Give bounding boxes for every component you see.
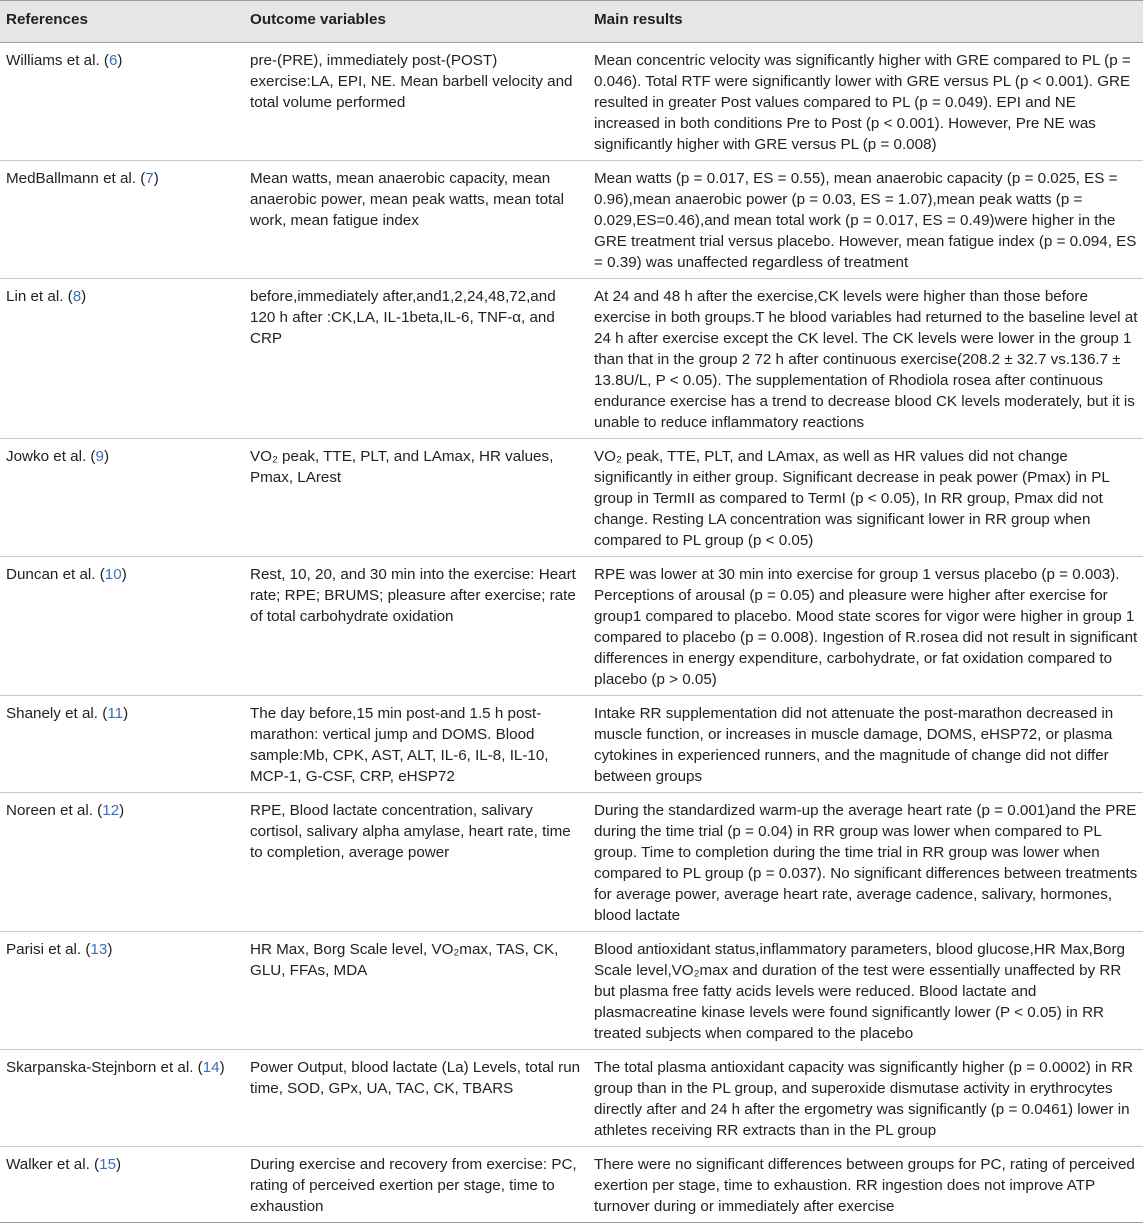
outcome-cell: before,immediately after,and1,2,24,48,72,and 120 h after :CK,LA, IL-1beta,IL-6, TNF-α, and CRP: [244, 279, 588, 439]
reference-close: ): [219, 1059, 225, 1076]
outcome-cell: VO₂ peak, TTE, PLT, and LAmax, HR values, Pmax, LArest: [244, 439, 588, 557]
reference-close: ): [103, 448, 109, 465]
table-row: [0, 932, 1143, 1050]
table-row: [0, 43, 1143, 161]
author-text: Williams et al. (: [6, 52, 109, 69]
results-cell: During the standardized warm-up the average heart rate (p = 0.001)and the PRE during the time trial (p = 0.04) in RR group was lower when compared to PL group. Time to completion during the time trial in RR group was lower when compared to PL group (p = 0.037). No significant differences between treatments for average power, average heart rate, average cadence, salivary, hormones, blood lactate: [588, 793, 1143, 932]
reference-cell: [0, 932, 244, 1050]
header-outcome-variables: Outcome variables: [244, 1, 588, 43]
author-text: Duncan et al. (: [6, 566, 105, 583]
reference-cell: [0, 1147, 244, 1223]
outcome-cell: HR Max, Borg Scale level, VO₂max, TAS, CK, GLU, FFAs, MDA: [244, 932, 588, 1050]
outcome-cell: RPE, Blood lactate concentration, salivary cortisol, salivary alpha amylase, heart rate, time to completion, average power: [244, 793, 588, 932]
table-row: [0, 161, 1143, 279]
table-row: [0, 696, 1143, 793]
reference-cell: [0, 793, 244, 932]
results-cell: VO₂ peak, TTE, PLT, and LAmax, as well as HR values did not change significantly in either group. Significant decrease in peak power (Pmax) in PL group in TermII as compared to TermI (p < 0.05), In RR group, Pmax did not change. Resting LA concentration was significant lower in RR group when compared to PL group (p < 0.05): [588, 439, 1143, 557]
reference-link[interactable]: 14: [202, 1059, 220, 1076]
table-row: [0, 279, 1143, 439]
author-text: Jowko et al. (: [6, 448, 96, 465]
results-cell: There were no significant differences between groups for PC, rating of perceived exertion per stage, time to exhaustion. RR ingestion does not improve ATP turnover during or immediately after exercise: [588, 1147, 1143, 1223]
reference-link[interactable]: 8: [72, 288, 82, 305]
reference-cell: [0, 696, 244, 793]
reference-link[interactable]: 10: [104, 566, 122, 583]
reference-link[interactable]: 7: [145, 170, 154, 187]
reference-close: ): [117, 52, 123, 69]
reference-close: ): [116, 1156, 122, 1173]
results-cell: The total plasma antioxidant capacity was significantly higher (p = 0.0002) in RR group than in the PL group, and superoxide dismutase activity in erythrocytes directly after and 24 h after the ergometry was significantly (p = 0.0461) lower in athletes receiving RR extracts than in the PL group: [588, 1050, 1143, 1147]
results-cell: Blood antioxidant status,inflammatory parameters, blood glucose,HR Max,Borg Scale level,VO₂max and duration of the test were essentially unaffected by RR but plasma free fatty acids levels were reduced. Blood lactate and plasmacreatine kinase levels were found significantly lower (P < 0.05) in RR treated subjects when compared to the placebo: [588, 932, 1143, 1050]
reference-link[interactable]: 12: [102, 802, 120, 819]
results-cell: Intake RR supplementation did not attenuate the post-marathon decreased in muscle function, or increases in muscle damage, DOMS, eHSP72, or plasma cytokines in experienced runners, and the magnitude of change did not differ between groups: [588, 696, 1143, 793]
reference-cell: [0, 1050, 244, 1147]
author-text: MedBallmann et al. (: [6, 170, 146, 187]
table-row: [0, 1050, 1143, 1147]
results-cell: RPE was lower at 30 min into exercise for group 1 versus placebo (p = 0.003). Perceptions of arousal (p = 0.05) and pleasure were higher after exercise for group1 compared to placebo. Mood state scores for vigor were higher in group 1 compared to placebo (p = 0.008). Ingestion of R.rosea did not result in significant differences in energy expenditure, carbohydrate, or fat oxidation compared to placebo (p > 0.05): [588, 557, 1143, 696]
author-text: Parisi et al. (: [6, 941, 91, 958]
reference-cell: [0, 557, 244, 696]
table-row: [0, 557, 1143, 696]
reference-link[interactable]: 15: [99, 1156, 117, 1173]
reference-link[interactable]: 11: [107, 705, 124, 722]
reference-close: ): [123, 705, 129, 722]
outcome-cell: During exercise and recovery from exercise: PC, rating of perceived exertion per stage, time to exhaustion: [244, 1147, 588, 1223]
reference-link[interactable]: 9: [95, 448, 104, 465]
author-text: Shanely et al. (: [6, 705, 108, 722]
table-row: [0, 439, 1143, 557]
results-cell: Mean watts (p = 0.017, ES = 0.55), mean anaerobic capacity (p = 0.025, ES = 0.96),mean anaerobic power (p = 0.03, ES = 1.07),mean peak watts (p = 0.029,ES=0.46),and mean total work (p = 0.017, ES = 0.49)were higher in the GRE treatment trial versus placebo. However, mean fatigue index (p = 0.094, ES = 0.39) was unaffected regardless of treatment: [588, 161, 1143, 279]
reference-cell: [0, 279, 244, 439]
reference-close: ): [107, 941, 113, 958]
reference-cell: [0, 439, 244, 557]
reference-close: ): [121, 566, 127, 583]
table-row: [0, 793, 1143, 932]
outcome-cell: The day before,15 min post-and 1.5 h post-marathon: vertical jump and DOMS. Blood sample:Mb, CPK, AST, ALT, IL-6, IL-8, IL-10, MCP-1, G-CSF, CRP, eHSP72: [244, 696, 588, 793]
results-cell: At 24 and 48 h after the exercise,CK levels were higher than those before exercise in both groups.T he blood variables had returned to the baseline level at 24 h after exercise except the CK level. The CK levels were lower in the group 1 than that in the group 2 72 h after continuous exercise(208.2 ± 32.7 vs.136.7 ± 13.8U/L, P < 0.05). The supplementation of Rhodiola rosea after continuous endurance exercise has a trend to decrease blood CK levels moderately, but it is unable to reduce inflammatory reactions: [588, 279, 1143, 439]
reference-close: ): [81, 288, 87, 305]
outcome-cell: Mean watts, mean anaerobic capacity, mean anaerobic power, mean peak watts, mean total work, mean fatigue index: [244, 161, 588, 279]
reference-close: ): [119, 802, 125, 819]
outcome-cell: Power Output, blood lactate (La) Levels, total run time, SOD, GPx, UA, TAC, CK, TBARS: [244, 1050, 588, 1147]
header-references: References: [0, 1, 244, 43]
author-text: Lin et al. (: [6, 288, 73, 305]
table-row: [0, 1147, 1143, 1223]
outcome-cell: pre-(PRE), immediately post-(POST) exercise:LA, EPI, NE. Mean barbell velocity and total volume performed: [244, 43, 588, 161]
reference-link[interactable]: 6: [108, 52, 118, 69]
author-text: Skarpanska-Stejnborn et al. (: [6, 1059, 203, 1076]
table-body: [0, 43, 1143, 1223]
header-row: [0, 1, 1143, 43]
table-header: [0, 1, 1143, 43]
outcome-cell: Rest, 10, 20, and 30 min into the exercise: Heart rate; RPE; BRUMS; pleasure after exercise; rate of total carbohydrate oxidation: [244, 557, 588, 696]
reference-link[interactable]: 13: [90, 941, 108, 958]
author-text: Walker et al. (: [6, 1156, 100, 1173]
header-main-results: Main results: [588, 1, 1143, 43]
reference-close: ): [153, 170, 159, 187]
reference-cell: [0, 161, 244, 279]
author-text: Noreen et al. (: [6, 802, 103, 819]
reference-cell: [0, 43, 244, 161]
results-cell: Mean concentric velocity was significantly higher with GRE compared to PL (p = 0.046). Total RTF were significantly lower with GRE versus PL (p < 0.001). GRE resulted in greater Post values compared to PL (p = 0.049). EPI and NE increased in both conditions Pre to Post (p < 0.001). However, Pre NE was significantly higher with GRE versus PL (p = 0.008): [588, 43, 1143, 161]
